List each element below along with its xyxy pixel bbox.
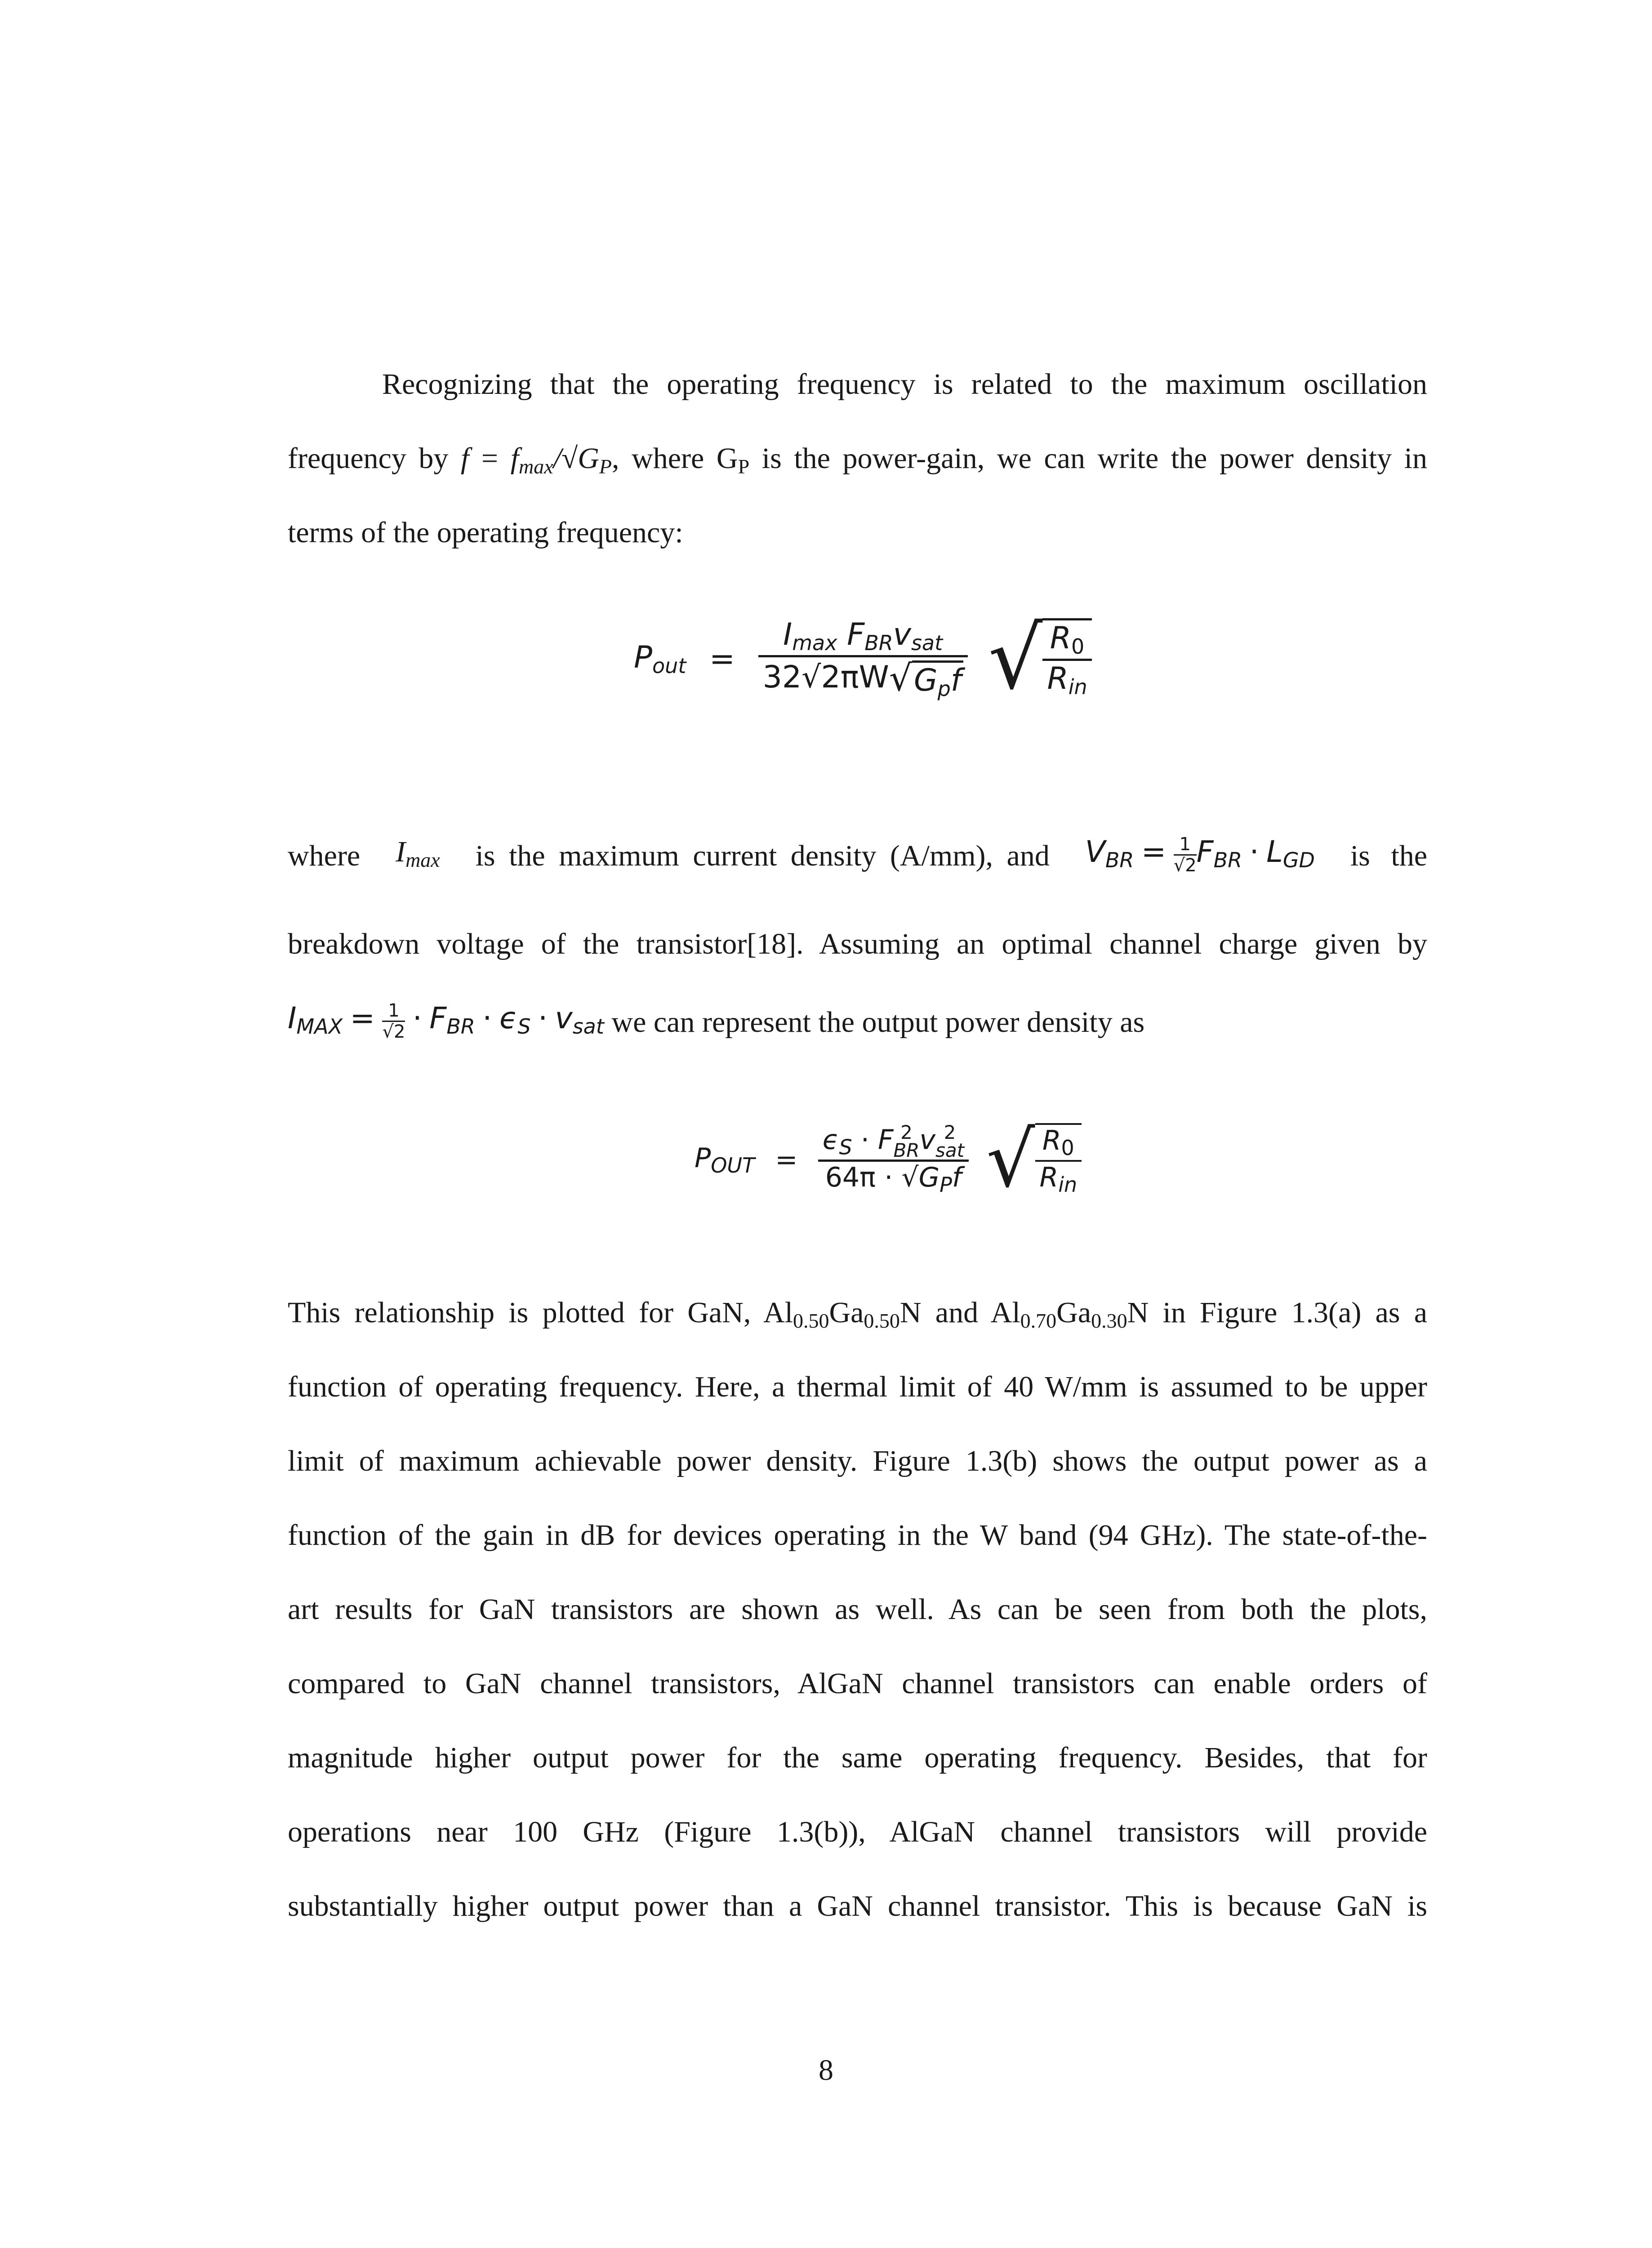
p1-mid: , where G xyxy=(612,442,738,475)
p1-G-sub: P xyxy=(599,455,612,478)
paragraph2-line3 xyxy=(288,1000,1427,1044)
equation-pout-2 xyxy=(695,1115,1082,1204)
paragraph3-line4: function of the gain in dB for devices operating in the W band (94 GHz). The state-of-the- xyxy=(288,1519,1427,1552)
eq2-fraction xyxy=(818,1121,969,1197)
eq1-fraction xyxy=(758,617,968,701)
paragraph3-line2: function of operating frequency. Here, a thermal limit of 40 W/mm is assumed to be upper xyxy=(288,1370,1427,1403)
p2-vbr-expr: $V_{BR} = \frac{1}{√2}F_{BR} \cdot L_{GD}$ xyxy=(1085,834,1315,876)
equation-pout xyxy=(634,609,1092,708)
paragraph3-line9: substantially higher output power than a GaN channel transistor. This is because GaN is xyxy=(288,1890,1427,1922)
p2-line3-text: we can represent the output power density as xyxy=(604,1006,1145,1039)
p1-post: is the power-gain, we can write the power density in xyxy=(749,442,1427,475)
p1-G: G xyxy=(578,442,599,475)
p1-fmax-sub: max xyxy=(519,455,553,478)
eq2-lhs: $P_{OUT}$ xyxy=(695,1142,755,1178)
paragraph2-line1 xyxy=(288,834,1427,878)
p2-where: where xyxy=(288,839,361,872)
p1-slash: /√ xyxy=(553,442,578,475)
p2-imax-expr: $I_{MAX} = \frac{1}{√2} \cdot F_{BR} \cdot \epsilon_S \cdot v_{sat}$ xyxy=(288,1000,604,1043)
eq1-denominator: $32√2\pi W√G_pf$ xyxy=(758,657,968,701)
eq1-numerator: $I_{max}$ $F_{BR}v_{sat}$ xyxy=(783,616,943,655)
eq1-equals: = xyxy=(709,641,735,677)
p1-f: f xyxy=(460,442,469,475)
eq2-equals: = xyxy=(775,1144,798,1176)
paragraph3-line1: This relationship is plotted for GaN, $Al_{0.50}Ga_{0.50}N$ and $Al_{0.70}Ga_{0.30}N$ in Figure 1.3(a) as a xyxy=(288,1296,1427,1332)
paragraph3-line3: limit of maximum achievable power density. Figure 1.3(b) shows the output power as a xyxy=(288,1445,1427,1477)
p1-text: frequency by xyxy=(288,442,461,475)
eq1-sqrt-gpf: $√G_pf$ xyxy=(889,657,963,701)
eq1-sqrt-r0-rin: √ $R_0$ $R_{in}$ xyxy=(988,616,1091,701)
eq2-numerator: $\epsilon_S \cdot F$ 2 BR v 2 sat xyxy=(822,1121,965,1161)
paragraph1-line3: terms of the operating frequency: xyxy=(288,516,683,549)
eq2-denominator: $64\pi \cdot √G_Pf$ xyxy=(818,1162,969,1197)
paragraph3-line8: operations near 100 GHz (Figure 1.3(b)), AlGaN channel transistors will provide xyxy=(288,1815,1427,1848)
paragraph3-line6: compared to GaN channel transistors, AlGaN channel transistors can enable orders of xyxy=(288,1667,1427,1700)
paragraph2-line2: breakdown voltage of the transistor[18]. Assuming an optimal channel charge given by xyxy=(288,928,1427,960)
eq2-sqrt-r0-rin: √ $\frac{R_0}{R_{in}}$ xyxy=(986,1122,1082,1198)
p1-fmax: f xyxy=(510,442,519,475)
paragraph3-line5: art results for GaN transistors are shown as well. As can be seen from both the plots, xyxy=(288,1593,1427,1626)
p1-mid-sub: P xyxy=(738,455,750,478)
paragraph1-line2 xyxy=(288,441,1427,485)
page-number: 8 xyxy=(819,2054,833,2087)
p1-eq: = xyxy=(469,442,511,475)
p2-frac: $\frac{1}{√2}$ xyxy=(1173,834,1197,876)
paragraph3-line7: magnitude higher output power for the same operating frequency. Besides, that for xyxy=(288,1741,1427,1774)
p2-end: is the xyxy=(1350,839,1427,872)
p2-text: is the maximum current density (A/mm), and xyxy=(475,839,1050,872)
paragraph1-line1: Recognizing that the operating frequency is related to the maximum oscillation xyxy=(382,368,1427,401)
p2-imax: $I_{max}$ xyxy=(396,835,440,871)
eq1-lhs: $P_{out}$ xyxy=(634,639,686,678)
